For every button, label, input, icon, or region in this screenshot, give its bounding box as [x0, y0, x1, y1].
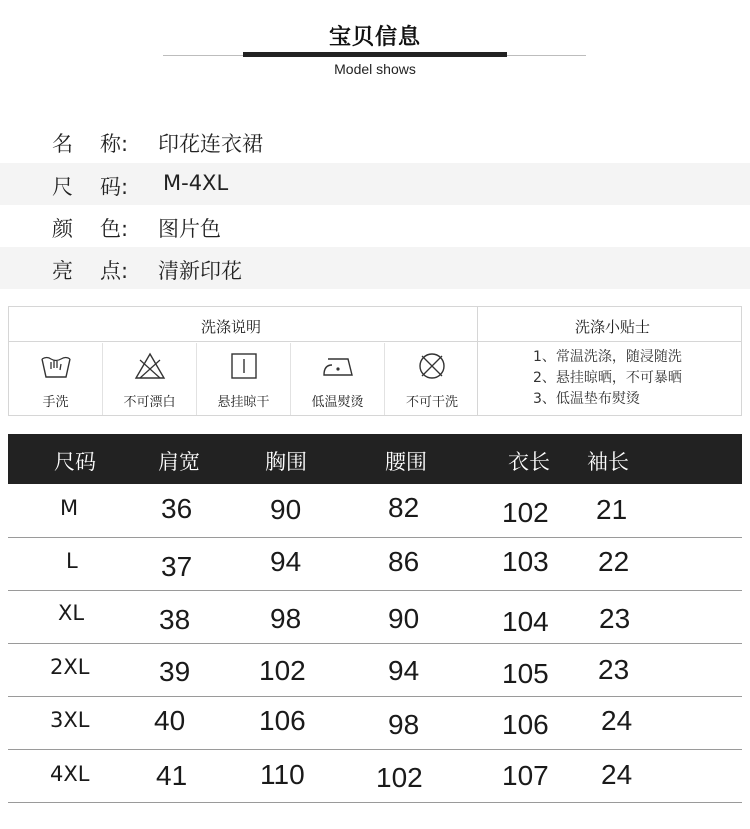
care-item-hang-dry: 悬挂晾干 [197, 343, 291, 415]
info-label: 颜 色: [52, 217, 129, 241]
cell-length: 106 [502, 709, 549, 740]
cell-shoulder: 38 [159, 604, 191, 635]
care-item-hand-wash: 手洗 [9, 343, 103, 415]
cell-size: XL [58, 601, 85, 625]
wash-heading: 洗涤说明 [201, 318, 262, 336]
table-row [8, 749, 742, 803]
cell-shoulder: 36 [161, 493, 193, 524]
cell-size: L [66, 549, 78, 573]
tip-line: 2、悬挂晾晒，不可暴晒 [533, 370, 682, 386]
table-row [8, 643, 742, 697]
header-underline-bar [243, 52, 507, 57]
cell-sleeve: 24 [601, 705, 633, 736]
cell-sleeve: 24 [601, 759, 633, 790]
table-row [8, 590, 742, 644]
column-header-sleeve: 袖长 [587, 450, 629, 474]
cell-shoulder: 39 [159, 656, 191, 687]
cell-bust: 110 [260, 759, 305, 790]
cell-length: 103 [502, 546, 549, 577]
table-row [8, 484, 742, 538]
cell-size: 4XL [50, 762, 90, 786]
info-value-name: 印花连衣裙 [158, 132, 263, 156]
no-bleach-icon [103, 351, 196, 381]
care-item-no-bleach: 不可漂白 [103, 343, 197, 415]
info-label: 名 称: [52, 132, 129, 156]
size-table-header [8, 434, 742, 484]
info-label: 亮 点: [52, 259, 129, 283]
tips-heading: 洗涤小贴士 [575, 318, 651, 336]
cell-waist: 82 [388, 492, 420, 523]
info-row-color [0, 205, 750, 247]
cell-bust: 90 [270, 494, 302, 525]
cell-length: 102 [502, 497, 549, 528]
info-label: 尺 码: [52, 175, 129, 199]
cell-waist: 102 [376, 762, 423, 793]
cell-length: 104 [502, 606, 549, 637]
info-row-size [0, 163, 750, 205]
cell-sleeve: 22 [598, 546, 630, 577]
info-value-highlight: 清新印花 [158, 259, 242, 283]
cell-size: 3XL [50, 708, 90, 732]
hang-dry-icon [197, 351, 290, 381]
cell-size: M [60, 496, 79, 520]
cell-bust: 106 [259, 705, 306, 736]
care-instructions-box [8, 306, 742, 416]
tip-line: 1、常温洗涤，随浸随洗 [533, 349, 682, 365]
cell-length: 105 [502, 658, 549, 689]
cell-bust: 102 [259, 655, 306, 686]
column-header-bust: 胸围 [265, 450, 307, 474]
info-row-highlight [0, 247, 750, 289]
info-value-size: M-4XL [163, 171, 229, 195]
column-header-shoulder: 肩宽 [158, 450, 200, 474]
table-row [8, 537, 742, 591]
low-iron-icon [291, 351, 384, 381]
info-row-name [0, 120, 750, 162]
page-title: 宝贝信息 [328, 25, 421, 50]
cell-sleeve: 23 [599, 603, 631, 634]
cell-shoulder: 40 [154, 705, 186, 736]
cell-waist: 98 [388, 709, 420, 740]
cell-sleeve: 21 [596, 494, 628, 525]
cell-bust: 98 [270, 603, 302, 634]
column-header-waist: 腰围 [385, 450, 427, 474]
cell-sleeve: 23 [598, 654, 630, 685]
cell-bust: 94 [270, 546, 302, 577]
cell-waist: 90 [388, 603, 420, 634]
cell-waist: 86 [388, 546, 420, 577]
cell-shoulder: 41 [156, 760, 188, 791]
cell-size: 2XL [50, 655, 90, 679]
column-header-size: 尺码 [54, 450, 96, 474]
table-row [8, 696, 742, 750]
column-header-length: 衣长 [508, 450, 550, 474]
cell-length: 107 [502, 760, 549, 791]
cell-shoulder: 37 [161, 551, 193, 582]
page-subtitle: Model shows [334, 61, 416, 77]
wash-tips [533, 347, 682, 410]
care-item-no-dry-clean: 不可干洗 [385, 343, 479, 415]
care-item-low-iron: 低温熨烫 [291, 343, 385, 415]
info-value-color: 图片色 [158, 217, 221, 241]
cell-waist: 94 [388, 655, 420, 686]
hand-wash-icon [9, 351, 102, 381]
no-dry-clean-icon [385, 351, 479, 381]
tip-line: 3、低温垫布熨烫 [533, 391, 640, 407]
